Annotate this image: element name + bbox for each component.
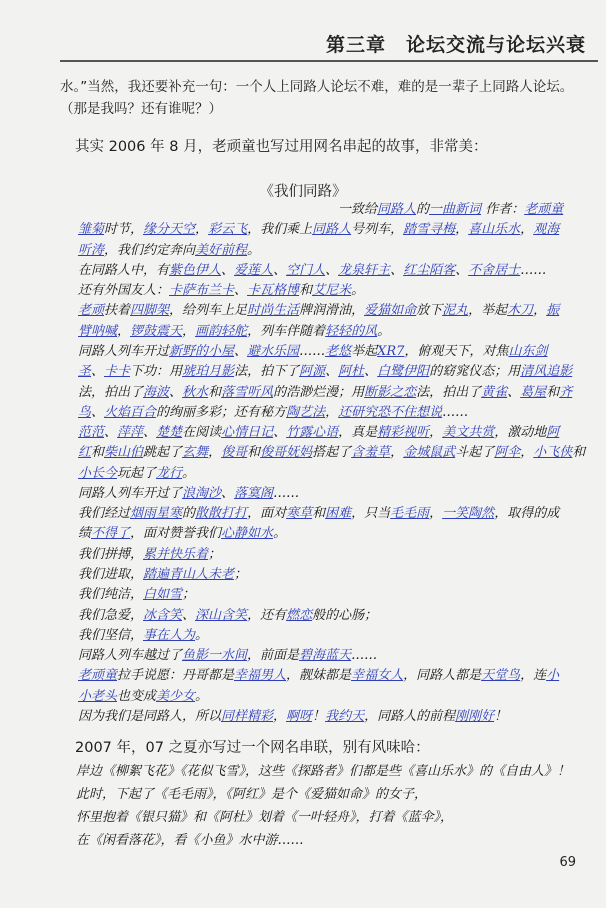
poem-text: 、: [104, 425, 118, 440]
poem-text: 。: [273, 526, 287, 541]
netname-underlined: 我约天: [325, 709, 365, 724]
poem-text: ，: [182, 324, 196, 339]
poem-text: 法，拍出了: [416, 385, 482, 400]
poem-text: ，: [195, 222, 209, 237]
netname-underlined: 齐: [559, 385, 573, 400]
netname-underlined: 红尘陌客: [403, 263, 456, 278]
poem-text: 下功：: [130, 364, 170, 379]
netname-underlined: 鱼影一水间: [182, 648, 248, 663]
netname-underlined: 幸福男人: [234, 668, 287, 683]
poem-text: 我们坚信，: [78, 628, 144, 643]
poem-text: 、: [234, 283, 248, 298]
netname-underlined: 雏菊: [78, 222, 105, 237]
netname-underlined: 困难: [325, 506, 352, 521]
netname-underlined: 不舍居士: [468, 263, 521, 278]
netname-underlined: 阿伞: [494, 445, 521, 460]
poem-text: ，连: [520, 668, 547, 683]
netname-underlined: 一笑陶然: [442, 506, 495, 521]
netname-underlined: 黄雀: [481, 385, 508, 400]
poem-text: 法，拍出了: [78, 385, 144, 400]
netname-underlined: 老悠: [325, 344, 352, 359]
netname-underlined: 彩云飞: [208, 222, 248, 237]
second-line: 岸边《柳絮飞花》《花似飞雪》，这些《探路者》们都是些《喜山乐水》的《自由人》！: [76, 764, 571, 779]
netname-underlined: 圣: [78, 364, 92, 379]
netname-underlined: 鸟: [78, 405, 92, 420]
poem-text: 和: [312, 506, 326, 521]
netname-underlined: 葛屋: [520, 385, 547, 400]
netname-underlined: 精彩视听: [377, 425, 430, 440]
second-line: 此时，下起了《毛毛雨》，《阿红》是个《爱猫如命》的女子，: [76, 787, 428, 802]
netname-underlined: 不得了: [91, 526, 131, 541]
poem-line: [78, 664, 559, 687]
poem-text: 的窈窕仪态；用: [429, 364, 521, 379]
poem-text: ，我们约定奔向: [104, 243, 196, 258]
poem-text: ……: [520, 263, 547, 278]
poem-line: [78, 522, 286, 545]
poem-text: 的: [416, 202, 430, 217]
netname-underlined: 木刀: [507, 303, 534, 318]
poem-text: 般的心肠；: [312, 608, 378, 623]
poem-text: ……: [273, 486, 300, 501]
poem-text: 法，拍下了: [234, 364, 300, 379]
poem-text: 我们进取，: [78, 567, 144, 582]
netname-underlined: 卡卡: [104, 364, 131, 379]
netname-underlined: 秋水: [182, 385, 209, 400]
poem-text: ！: [494, 709, 508, 724]
poem-text: ，同路人都是: [403, 668, 482, 683]
poem-text: ，靓妹都是: [286, 668, 352, 683]
netname-underlined: 美好前程: [195, 243, 248, 258]
netname-underlined: 四脚架: [130, 303, 170, 318]
second-line: 在《闲看落花》，看《小鱼》水中游……: [76, 833, 304, 848]
poem-text: 牌润滑油，: [299, 303, 365, 318]
poem-text: 我们经过: [78, 506, 131, 521]
poem-text: 、: [273, 425, 287, 440]
netname-underlined: 缘分天空: [143, 222, 196, 237]
netname-underlined: 同路人: [312, 222, 352, 237]
poem-text: ，列车伴随着: [247, 324, 326, 339]
poem-text: 一致给: [338, 202, 378, 217]
netname-underlined: 踏遍青山人未老: [143, 567, 235, 582]
poem-text: ；: [234, 567, 248, 582]
poem-text: 也变成: [117, 689, 157, 704]
netname-underlined: 紫色伊人: [169, 263, 222, 278]
netname-underlined: 同样精彩: [221, 709, 274, 724]
netname-underlined: 小长今: [78, 466, 118, 481]
poem-line: [78, 299, 559, 322]
netname-underlined: 卡萨布兰卡: [169, 283, 235, 298]
netname-underlined: 范范: [78, 425, 105, 440]
poem-text: 、: [234, 344, 248, 359]
poem-text: ，前面是: [247, 648, 300, 663]
netname-underlined: 寒草: [286, 506, 313, 521]
netname-underlined: 喜山乐水: [468, 222, 521, 237]
netname-underlined: 观海: [533, 222, 560, 237]
netname-underlined: 玄舞: [182, 445, 209, 460]
netname-underlined: 泥丸: [442, 303, 469, 318]
netname-underlined: 阿: [546, 425, 560, 440]
netname-underlined: 美少女: [156, 689, 196, 704]
poem-text: 、: [143, 425, 157, 440]
poem-line: [78, 441, 585, 464]
poem-text: 和: [299, 283, 313, 298]
intro-line-2: （那是我吗？还有谁呢？）: [60, 101, 222, 117]
poem-text: ……: [442, 405, 469, 420]
netname-underlined: XR7: [377, 344, 405, 359]
netname-underlined: 老顽: [78, 303, 105, 318]
poem-text: 、: [325, 263, 339, 278]
netname-underlined: 龙泉轩主: [338, 263, 391, 278]
poem-text: ……: [299, 344, 326, 359]
poem-text: ，: [533, 303, 547, 318]
netname-underlined: 燃恋: [286, 608, 313, 623]
poem-text: ，取得的成: [494, 506, 560, 521]
poem-text: 。: [195, 689, 209, 704]
poem-text: ，举起: [468, 303, 508, 318]
poem-text: ，面对: [247, 506, 287, 521]
poem-text: 、: [364, 364, 378, 379]
poem-text: 、: [182, 608, 196, 623]
netname-underlined: 琥珀月影: [182, 364, 235, 379]
poem-line: [78, 218, 559, 241]
poem-text: 。: [195, 628, 209, 643]
poem-text: 玩起了: [117, 466, 157, 481]
poem-text: ，: [520, 445, 534, 460]
poem-text: 斗起了: [455, 445, 495, 460]
netname-underlined: 阿杜: [338, 364, 365, 379]
netname-underlined: 俊哥: [221, 445, 248, 460]
netname-underlined: 踏雪寻梅: [403, 222, 456, 237]
netname-underlined: 刚刚好: [455, 709, 495, 724]
poem-text: ，: [390, 445, 404, 460]
netname-underlined: 新野的小屋: [169, 344, 235, 359]
netname-underlined: 楚楚: [156, 425, 183, 440]
poem-text: 搭起了: [312, 445, 352, 460]
poem-text: ，同路人的前程: [364, 709, 456, 724]
poem-text: 放下: [416, 303, 443, 318]
page-number: 69: [559, 855, 576, 870]
netname-underlined: 心情日记: [221, 425, 274, 440]
netname-underlined: 清风追影: [520, 364, 573, 379]
netname-underlined: 小老头: [78, 689, 118, 704]
poem-text: ；: [182, 587, 196, 602]
netname-underlined: 小飞侠: [533, 445, 573, 460]
netname-underlined: 海波: [143, 385, 170, 400]
poem-text: ，给列车上足: [169, 303, 248, 318]
netname-underlined: 竹露心语: [286, 425, 339, 440]
poem-text: 。: [247, 243, 261, 258]
netname-underlined: 碧海蓝天: [299, 648, 352, 663]
poem-text: 和: [572, 445, 586, 460]
poem-text: ……: [351, 648, 378, 663]
poem-text: 、: [390, 263, 404, 278]
netname-underlined: 深山含笑: [195, 608, 248, 623]
poem-text: 拉手说愿：丹哥都是: [117, 668, 235, 683]
poem-text: 举起: [351, 344, 378, 359]
netname-underlined: 同路人: [377, 202, 417, 217]
poem-text: ，我们乘上: [247, 222, 313, 237]
poem-text: ，: [325, 405, 339, 420]
netname-underlined: 金城鼠武: [403, 445, 456, 460]
poem-text: 用: [169, 364, 183, 379]
netname-underlined: 一曲新词: [429, 202, 482, 217]
netname-underlined: 振: [546, 303, 560, 318]
poem-text: 跳起了: [143, 445, 183, 460]
poem-line: [78, 360, 572, 383]
netname-underlined: 老顽童: [524, 202, 564, 217]
poem-text: 、: [221, 263, 235, 278]
netname-underlined: 俊哥妩妈: [260, 445, 313, 460]
poem-text: 在同路人中，有: [78, 263, 170, 278]
poem-text: 。: [377, 324, 391, 339]
netname-underlined: 含羞草: [351, 445, 391, 460]
netname-underlined: 落寞阁: [234, 486, 274, 501]
netname-underlined: 卡瓦格博: [247, 283, 300, 298]
netname-underlined: 柴山伯: [104, 445, 144, 460]
netname-underlined: 啊呀: [286, 709, 313, 724]
netname-underlined: 听涛: [78, 243, 105, 258]
netname-underlined: 美文共赏: [442, 425, 495, 440]
poem-text: 、: [91, 405, 105, 420]
poem-text: ，还有: [247, 608, 287, 623]
poem-text: 我们纯洁，: [78, 587, 144, 602]
poem-text: 、: [325, 364, 339, 379]
netname-underlined: 龙行: [156, 466, 183, 481]
poem-text: 因为我们是同路人，所以: [78, 709, 222, 724]
netname-underlined: 爱莲人: [234, 263, 274, 278]
poem-text: 同路人列车越过了: [78, 648, 183, 663]
poem-text: 的: [182, 506, 196, 521]
poem-text: 作者：: [481, 202, 525, 217]
poem-text: ，: [429, 425, 443, 440]
poem-line: [78, 583, 195, 606]
netname-underlined: 幸福女人: [351, 668, 404, 683]
netname-underlined: 锣鼓震天: [130, 324, 183, 339]
netname-underlined: 臂呐喊: [78, 324, 118, 339]
netname-underlined: 避水乐园: [247, 344, 300, 359]
netname-underlined: 白如雪: [143, 587, 183, 602]
poem-text: 还有外国友人：: [78, 283, 170, 298]
poem-text: ，: [273, 709, 287, 724]
poem-text: 、: [221, 486, 235, 501]
netname-underlined: 烟雨星寒: [130, 506, 183, 521]
netname-underlined: 艾尼米: [312, 283, 352, 298]
netname-underlined: 山东剑: [508, 344, 548, 359]
poem-text: 在阅读: [182, 425, 222, 440]
poem-text: 我们急爱，: [78, 608, 144, 623]
poem-text: 的浩渺烂漫；用: [273, 385, 365, 400]
poem-text: 和: [208, 385, 222, 400]
chapter-heading: 第三章 论坛交流与论坛兴衰: [325, 34, 586, 56]
poem-text: ，真是: [338, 425, 378, 440]
netname-underlined: 陶艺法: [286, 405, 326, 420]
poem-text: 绩: [78, 526, 92, 541]
netname-underlined: 老顽童: [78, 668, 118, 683]
header-rule: [60, 60, 598, 62]
netname-underlined: 心静如水: [221, 526, 274, 541]
netname-underlined: 散散打打: [195, 506, 248, 521]
netname-underlined: 火焰百合: [104, 405, 157, 420]
poem-text: 号列车，: [351, 222, 404, 237]
netname-underlined: 断影之恋: [364, 385, 417, 400]
netname-underlined: 小: [546, 668, 560, 683]
netname-underlined: 冰含笑: [143, 608, 183, 623]
poem-text: ，俯观天下，对焦: [404, 344, 509, 359]
netname-underlined: 爱猫如命: [364, 303, 417, 318]
netname-underlined: 浪淘沙: [182, 486, 222, 501]
netname-underlined: 轻轻的风: [325, 324, 378, 339]
poem-text: 、: [91, 364, 105, 379]
poem-text: 我们拼搏，: [78, 547, 144, 562]
poem-title: 《我们同路》: [259, 184, 347, 200]
second-line: 怀里抱着《银只猫》和《阿杜》划着《一叶轻舟》，打着《蓝伞》，: [76, 810, 454, 825]
netname-underlined: 落雪听风: [221, 385, 274, 400]
poem-text: 同路人列车开过了: [78, 486, 183, 501]
netname-underlined: 毛毛雨: [390, 506, 430, 521]
poem-text: ，激动地: [494, 425, 547, 440]
poem-text: ，: [455, 222, 469, 237]
intro-line-1: 水。”当然，我还要补充一句：一个人上同路人论坛不难，难的是一辈子上同路人论坛。: [60, 79, 574, 95]
netname-underlined: 空门人: [286, 263, 326, 278]
poem-text: 。: [351, 283, 365, 298]
poem-text: 、: [273, 263, 287, 278]
netname-underlined: 阿源: [299, 364, 326, 379]
poem-text: 和: [91, 445, 105, 460]
poem-line: [78, 705, 507, 728]
poem-text: 和: [247, 445, 261, 460]
netname-underlined: 天堂鸟: [481, 668, 521, 683]
netname-underlined: 还研究恐不住想说: [338, 405, 443, 420]
poem-text: 、: [169, 385, 183, 400]
poem-text: ，: [208, 445, 222, 460]
netname-underlined: 萍萍: [117, 425, 144, 440]
poem-text: ！: [312, 709, 326, 724]
netname-underlined: 事在人为: [143, 628, 196, 643]
poem-text: ，: [117, 324, 131, 339]
poem-text: ，: [429, 506, 443, 521]
poem-text: ，面对赞誉我们: [130, 526, 222, 541]
poem-text: 。: [182, 466, 196, 481]
poem-text: 扶着: [104, 303, 131, 318]
poem-text: 同路人列车开过: [78, 344, 170, 359]
poem-text: 、: [507, 385, 521, 400]
poem-text: ，只当: [351, 506, 391, 521]
netname-underlined: 画韵轻舵: [195, 324, 248, 339]
poem-text: 、: [455, 263, 469, 278]
netname-underlined: 白鹭伊阳: [377, 364, 430, 379]
intro-line-3: 其实 2006 年 8 月，老顽童也写过用网名串起的故事，非常美：: [75, 139, 488, 155]
poem-text: 和: [546, 385, 560, 400]
second-lead: 2007 年，07 之夏亦写过一个网名串联，别有风味哈：: [75, 740, 430, 756]
poem-text: ；: [208, 547, 222, 562]
poem-text: 的绚丽多彩；还有秘方: [156, 405, 287, 420]
poem-text: ，: [520, 222, 534, 237]
netname-underlined: 时尚生活: [247, 303, 300, 318]
netname-underlined: 累并快乐着: [143, 547, 209, 562]
poem-text: 时节，: [104, 222, 144, 237]
netname-underlined: 红: [78, 445, 92, 460]
